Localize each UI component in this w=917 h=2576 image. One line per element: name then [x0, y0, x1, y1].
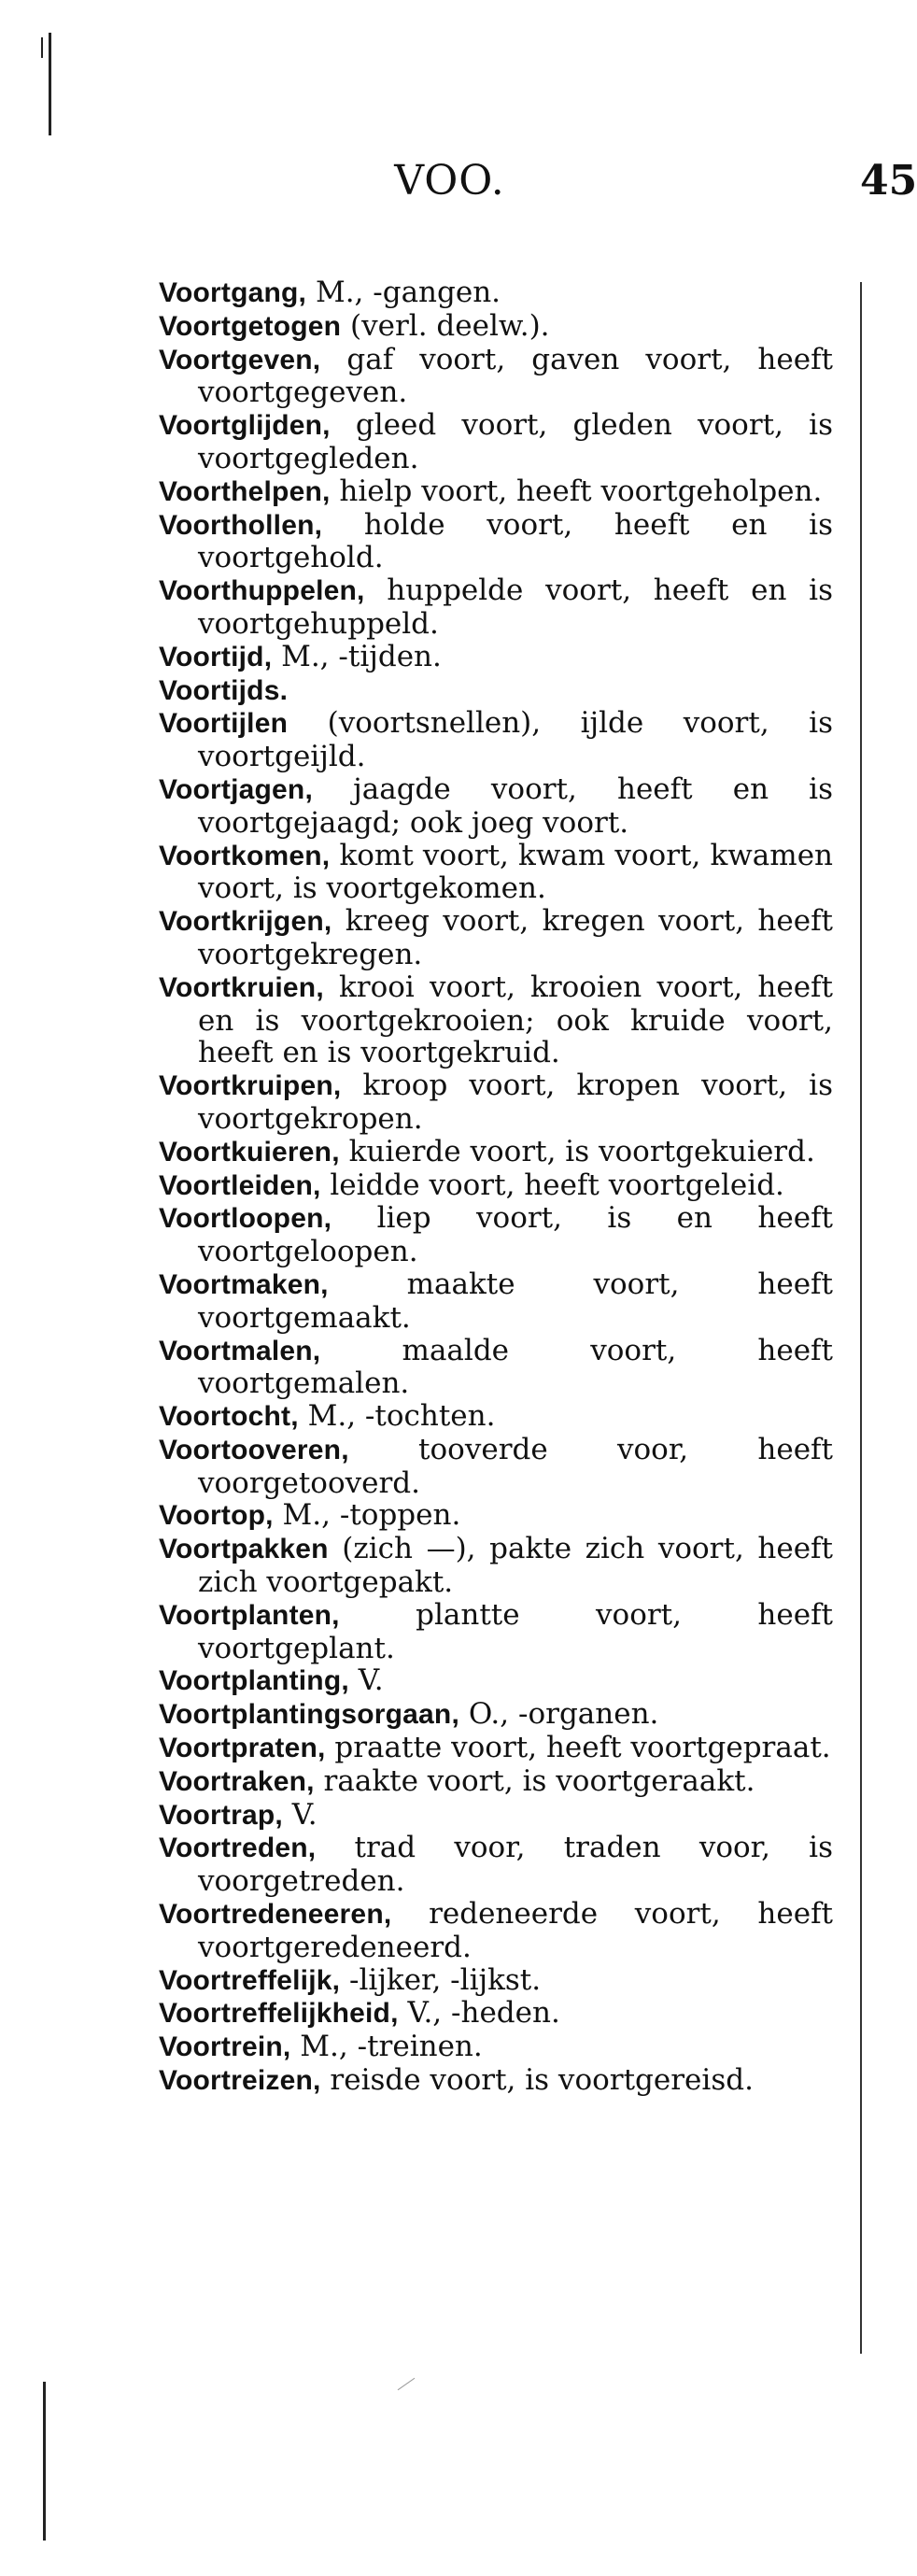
dictionary-entry	[159, 1202, 833, 1268]
entry-headword: Voortkomen,	[159, 840, 331, 871]
dictionary-entry	[159, 1268, 833, 1335]
entry-definition: maakte voort, heeft voortgemaakt.	[198, 1267, 833, 1335]
entry-headword: Voortijlen	[159, 708, 289, 740]
entry-headword: Voortijds.	[159, 674, 289, 706]
entry-headword: Voortreden,	[159, 1833, 317, 1864]
scan-edge-mark-top-dot	[41, 37, 43, 58]
entry-definition: M., -tochten.	[298, 1399, 496, 1434]
entry-headword: Voortplantingsorgaan,	[159, 1699, 459, 1731]
entry-definition: (voortsnellen), ijlde voort, is voortgeijld.	[198, 706, 833, 774]
dictionary-entry	[159, 509, 833, 575]
entry-definition: V.	[282, 1797, 317, 1832]
entry-headword: Voortkrijgen,	[159, 906, 332, 938]
entry-headword: Voortkruien,	[159, 971, 324, 1003]
dictionary-entry	[159, 1664, 833, 1698]
page-number: 45	[860, 157, 917, 205]
entry-definition: leidde voort, heeft voortgeleid.	[320, 1168, 784, 1202]
entry-definition: tooverde voor, heeft voorgetooverd.	[198, 1432, 833, 1500]
entry-headword: Voortgetogen	[159, 310, 342, 342]
entry-definition: reisde voort, is voortgereisd.	[320, 2063, 754, 2098]
entry-headword: Voortijd,	[159, 641, 273, 672]
dictionary-entry	[159, 1832, 833, 1898]
entry-definition: redeneerde voort, heeft voortgeredeneerd.	[198, 1897, 833, 1964]
entry-headword: Voortjagen,	[159, 773, 313, 805]
entry-definition: V., -heden.	[398, 1996, 560, 2031]
entry-definition: komt voort, kwam voort, kwamen voort, is voortgekomen.	[198, 838, 833, 906]
entry-definition: (verl. deelw.).	[341, 308, 550, 343]
dictionary-entry	[159, 344, 833, 410]
entry-definition: M., -gangen.	[306, 276, 501, 309]
entry-definition: M., -toppen.	[273, 1498, 461, 1533]
dictionary-entry	[159, 1400, 833, 1434]
entry-definition: kroop voort, kropen voort, is voortgekropen.	[198, 1069, 833, 1136]
entry-definition: hielp voort, heeft voortgeholpen.	[330, 474, 823, 508]
entry-definition: praatte voort, heeft voortgepraat.	[325, 1731, 831, 1765]
entry-headword: Voortraken,	[159, 1765, 315, 1797]
entry-headword: Voortkruipen,	[159, 1070, 342, 1102]
dictionary-entry	[159, 971, 833, 1069]
entry-definition: huppelde voort, heeft en is voortgehuppeld.	[198, 573, 833, 641]
entry-definition: O., -organen.	[458, 1697, 659, 1732]
entry-definition: gaf voort, gaven voort, heeft voortgegeven.	[198, 342, 833, 410]
dictionary-entry	[159, 1799, 833, 1833]
dictionary-entry	[159, 409, 833, 475]
entry-headword: Voortreizen,	[159, 2065, 321, 2097]
entry-definition: jaagde voort, heeft en is voortgejaagd; ook joeg voort.	[198, 771, 833, 840]
entry-headword: Voortplanten,	[159, 1599, 340, 1631]
dictionary-entry	[159, 2064, 833, 2098]
dictionary-entry	[159, 1169, 833, 1203]
dictionary-entry	[159, 707, 833, 773]
dictionary-entry	[159, 276, 833, 310]
dictionary-entry	[159, 1964, 833, 1998]
dictionary-entry	[159, 1997, 833, 2031]
entry-headword: Voortkuieren,	[159, 1136, 340, 1168]
entry-definition: plantte voort, heeft voortgeplant.	[198, 1597, 833, 1665]
dictionary-entry	[159, 1335, 833, 1401]
entry-definition: krooi voort, krooien voort, heeft en is voortgekrooien; ook kruide voort, heeft en is voortgekruid.	[198, 970, 833, 1070]
dictionary-entry	[159, 1533, 833, 1599]
scan-edge-mark-top	[49, 33, 51, 135]
entry-headword: Voortmaken,	[159, 1268, 329, 1300]
dictionary-entry	[159, 1434, 833, 1500]
entry-headword: Voortpraten,	[159, 1733, 326, 1764]
entry-definition: M., -treinen.	[290, 2030, 483, 2064]
entry-definition: maalde voort, heeft voortgemalen.	[198, 1333, 833, 1401]
dictionary-entry	[159, 840, 833, 906]
entry-headword: Voortloopen,	[159, 1203, 332, 1235]
entry-definition: kreeg voort, kregen voort, heeft voortgekregen.	[198, 904, 833, 971]
entry-headword: Voorthuppelen,	[159, 575, 365, 607]
entry-headword: Voortleiden,	[159, 1169, 321, 1201]
dictionary-entry	[159, 1765, 833, 1799]
dictionary-entry	[159, 641, 833, 674]
scan-speck	[398, 2378, 416, 2390]
entry-headword: Voortmalen,	[159, 1335, 321, 1366]
entry-definition: V.	[348, 1663, 384, 1698]
entry-definition: liep voort, is en heeft voortgeloopen.	[198, 1201, 833, 1269]
entry-headword: Voortocht,	[159, 1401, 299, 1433]
entry-headword: Voortreffelijkheid,	[159, 1998, 399, 2030]
entry-headword: Voortpakken	[159, 1534, 329, 1565]
column-rule	[860, 282, 862, 2354]
dictionary-entry	[159, 1898, 833, 1964]
entry-headword: Voorthelpen,	[159, 475, 331, 507]
entry-headword: Voortooveren,	[159, 1434, 349, 1465]
dictionary-entry	[159, 674, 833, 708]
dictionary-entry	[159, 1732, 833, 1765]
entry-definition: holde voort, heeft en is voortgehold.	[198, 507, 833, 575]
dictionary-entry	[159, 2031, 833, 2064]
entry-headword: Voortgang,	[159, 277, 307, 308]
dictionary-entry	[159, 1599, 833, 1665]
entry-definition: gleed voort, gleden voort, is voortgegleden.	[198, 408, 833, 475]
entry-headword: Voortglijden,	[159, 410, 331, 442]
entry-headword: Voortredeneeren,	[159, 1899, 392, 1931]
page-header-title: VOO.	[394, 157, 505, 205]
entry-headword: Voortreffelijk,	[159, 1964, 341, 1996]
entry-definition: -lijker, -lijkst.	[340, 1962, 542, 1997]
entry-definition: (zich —), pakte zich voort, heeft zich voortgepakt.	[198, 1532, 833, 1600]
dictionary-entry	[159, 1069, 833, 1136]
dictionary-entry	[159, 773, 833, 840]
entry-headword: Voortgeven,	[159, 344, 321, 375]
entry-headword: Voortrap,	[159, 1799, 283, 1831]
entry-headword: Voortplanting,	[159, 1665, 349, 1697]
entry-definition: raakte voort, is voortgeraakt.	[314, 1763, 755, 1798]
entry-headword: Voorthollen,	[159, 509, 323, 541]
dictionary-entry	[159, 1698, 833, 1732]
dictionary-entry	[159, 1136, 833, 1169]
dictionary-entry	[159, 905, 833, 971]
entry-headword: Voortop,	[159, 1500, 274, 1532]
entry-definition: kuierde voort, is voortgekuierd.	[339, 1134, 815, 1168]
scan-edge-mark-bottom	[43, 2382, 46, 2541]
entry-headword: Voortrein,	[159, 2031, 291, 2063]
dictionary-entry	[159, 574, 833, 641]
dictionary-entry-list	[159, 276, 833, 2098]
dictionary-entry	[159, 1499, 833, 1533]
entry-definition: trad voor, traden voor, is voorgetreden.	[198, 1831, 833, 1899]
entry-definition: M., -tijden.	[272, 639, 442, 673]
dictionary-entry	[159, 310, 833, 344]
dictionary-entry	[159, 475, 833, 509]
